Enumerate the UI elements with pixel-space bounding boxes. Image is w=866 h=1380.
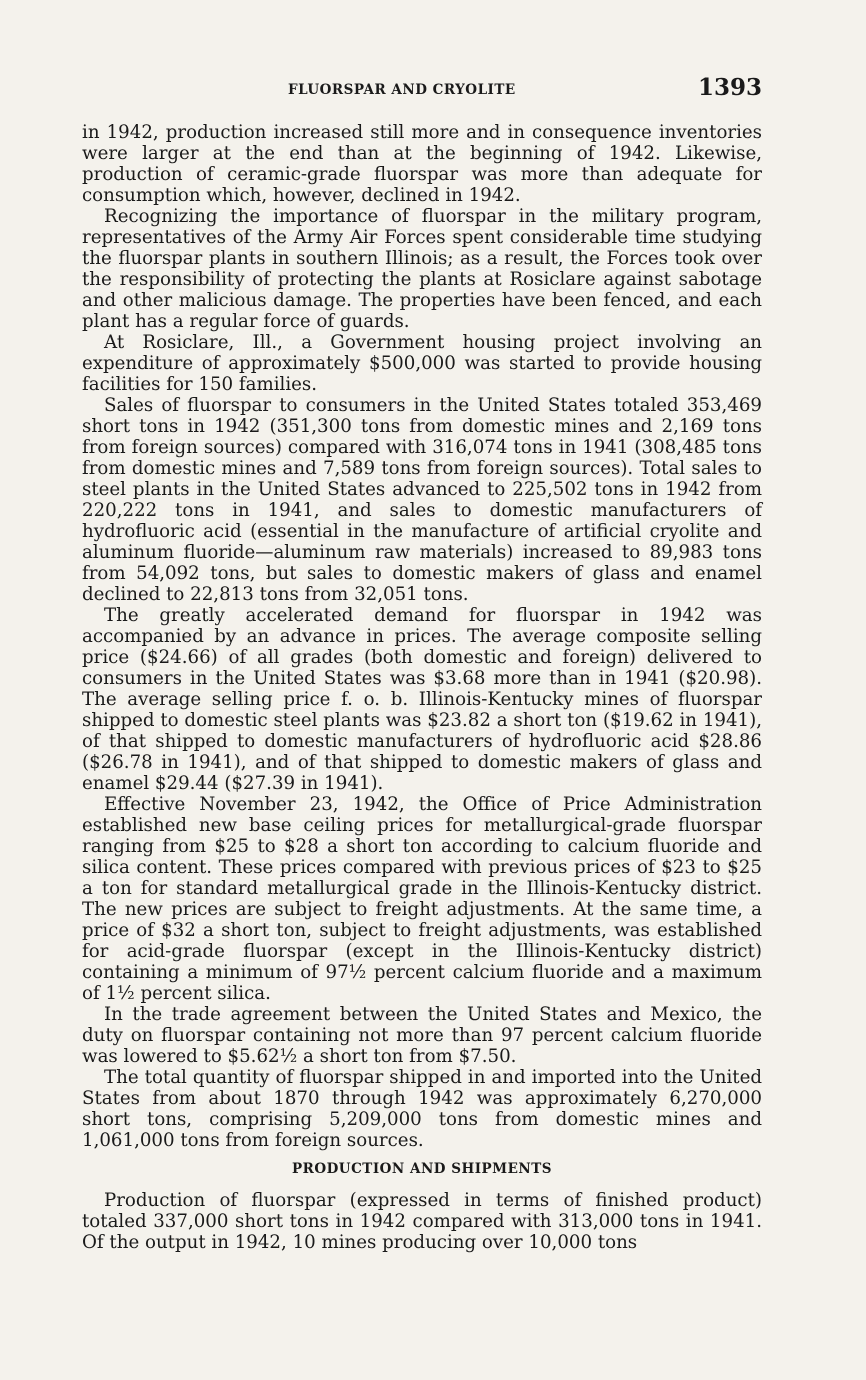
- paragraph: Recognizing the importance of fluorspar in the military program, representatives of the Army Air Forces spent considerable time studying the fluorspar plants in southern Illinois; as a result, the Forces took over the responsibility of protecting the plants at Rosiclare against sabotage and other malicious damage. The properties have been fenced, and each plant has a regular force of guards.: [82, 206, 762, 332]
- body-text: [82, 122, 762, 1253]
- paragraph: Production of fluorspar (expressed in terms of finished product) totaled 337,000 short tons in 1942 compared with 313,000 tons in 1941. Of the output in 1942, 10 mines producing over 10,000 tons: [82, 1190, 762, 1253]
- paragraph: In the trade agreement between the United States and Mexico, the duty on fluorspar containing not more than 97 percent calcium fluoride was lowered to $5.62½ a short ton from $7.50.: [82, 1004, 762, 1067]
- paragraph: The total quantity of fluorspar shipped in and imported into the United States from about 1870 through 1942 was approximately 6,270,000 short tons, comprising 5,209,000 tons from domestic mines and 1,061,000 tons from foreign sources.: [82, 1067, 762, 1151]
- page-header: [82, 74, 762, 106]
- page-number: 1393: [697, 74, 762, 101]
- paragraph: At Rosiclare, Ill., a Government housing project involving an expenditure of approximately $500,000 was started to provide housing facilities for 150 families.: [82, 332, 762, 395]
- paragraph: Sales of fluorspar to consumers in the United States totaled 353,469 short tons in 1942 (351,300 tons from domestic mines and 2,169 tons from foreign sources) compared with 316,074 tons in 1941 (308,485 tons from domestic mines and 7,589 tons from foreign sources). Total sales to steel plants in the United States advanced to 225,502 tons in 1942 from 220,222 tons in 1941, and sales to domestic manufacturers of hydrofluoric acid (essential in the manufacture of artificial cryolite and aluminum fluoride—aluminum raw materials) increased to 89,983 tons from 54,092 tons, but sales to domestic makers of glass and enamel declined to 22,813 tons from 32,051 tons.: [82, 395, 762, 605]
- paragraph: in 1942, production increased still more and in consequence inventories were larger at the end than at the beginning of 1942. Likewise, production of ceramic-grade fluorspar was more than adequate for consumption which, however, declined in 1942.: [82, 122, 762, 206]
- running-head: FLUORSPAR AND CRYOLITE: [288, 82, 516, 98]
- paragraph: Effective November 23, 1942, the Office of Price Administration established new base ceiling prices for metallurgical-grade fluorspar ranging from $25 to $28 a short ton according to calcium fluoride and silica content. These prices compared with previous prices of $23 to $25 a ton for standard metallurgical grade in the Illinois-Kentucky district. The new prices are subject to freight adjustments. At the same time, a price of $32 a short ton, subject to freight adjustments, was established for acid-grade fluorspar (except in the Illinois-Kentucky district) containing a minimum of 97½ percent calcium fluoride and a maximum of 1½ percent silica.: [82, 794, 762, 1004]
- section-heading: PRODUCTION AND SHIPMENTS: [291, 1161, 553, 1177]
- paragraph: The greatly accelerated demand for fluorspar in 1942 was accompanied by an advance in prices. The average composite selling price ($24.66) of all grades (both domestic and foreign) delivered to consumers in the United States was $3.68 more than in 1941 ($20.98). The average selling price f. o. b. Illinois-Kentucky mines of fluorspar shipped to domestic steel plants was $23.82 a short ton ($19.62 in 1941), of that shipped to domestic manufacturers of hydrofluoric acid $28.86 ($26.78 in 1941), and of that shipped to domestic makers of glass and enamel $29.44 ($27.39 in 1941).: [82, 605, 762, 794]
